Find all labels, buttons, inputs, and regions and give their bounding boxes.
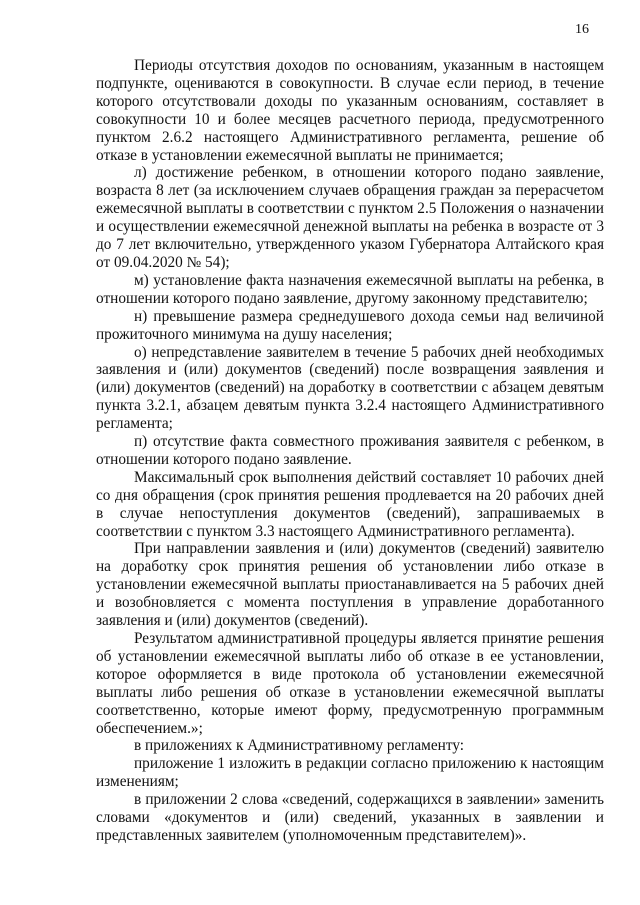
paragraph-procedure-result: Результатом административной процедуры является принятие решения об установлении ежемесячной выплаты либо об отказе в ее установлении, которое оформляется в виде протокола об установлении ежемесячной выплаты либо решения об отказе в установлении ежемесячной выплаты соответственно, которые имеют форму, предусмотренную программным обеспечением.»; <box>96 630 604 737</box>
document-body <box>96 57 604 845</box>
paragraph-max-term: Максимальный срок выполнения действий составляет 10 рабочих дней со дня обращения (срок принятия решения продлевается на 20 рабочих дней в случае непоступления документов (сведений), запрашиваемых в соответствии с пунктом 3.3 настоящего Административного регламента). <box>96 468 604 540</box>
paragraph-item-l: л) достижение ребенком, в отношении которого подано заявление, возраста 8 лет (за исключением случаев обращения граждан за перерасчетом ежемесячной выплаты в соответствии с пунктом 2.5 Положения о назначении и осуществлении ежемесячной денежной выплаты на ребенка в возрасте от 3 до 7 лет включительно, утвержденного указом Губернатора Алтайского края от 09.04.2020 № 54); <box>96 164 604 271</box>
paragraph-appendices-intro: в приложениях к Административному регламенту: <box>134 737 465 755</box>
paragraph-item-n: н) превышение размера среднедушевого дохода семьи над величиной прожиточного минимума на душу населения; <box>96 307 604 343</box>
page-number: 16 <box>575 22 589 37</box>
paragraph-item-p: п) отсутствие факта совместного проживания заявителя с ребенком, в отношении которого подано заявление. <box>96 433 604 468</box>
paragraph-item-m: м) установление факта назначения ежемесячной выплаты на ребенка, в отношении которого подано заявление, другому законному представителю; <box>96 271 604 307</box>
paragraph-rework-suspension: При направлении заявления и (или) документов (сведений) заявителю на доработку срок принятия решения об установлении либо отказе в установлении ежемесячной выплаты приостанавливается на 5 рабочих дней и возобновляется с момента поступления в управление доработанного заявления и (или) документов (сведений). <box>96 540 604 630</box>
paragraph-income-periods: Периоды отсутствия доходов по основаниям, указанным в настоящем подпункте, оцениваются в совокупности. В случае если период, в течение которого отсутствовали доходы по указанным основаниям, составляет в совокупности 10 и более месяцев расчетного периода, предусмотренного пунктом 2.6.2 настоящего Административного регламента, решение об отказе в установлении ежемесячной выплаты не принимается; <box>96 57 604 164</box>
paragraph-appendix-1: приложение 1 изложить в редакции согласно приложению к настоящим изменениям; <box>96 755 604 791</box>
paragraph-appendix-2: в приложении 2 слова «сведений, содержащихся в заявлении» заменить словами «документов и (или) сведений, указанных в заявлении и представленных заявителем (уполномоченным представителем)». <box>96 791 604 844</box>
paragraph-item-o: о) непредставление заявителем в течение 5 рабочих дней необходимых заявления и (или) документов (сведений) после возвращения заявления и (или) документов (сведений) на доработку в соответствии с абзацем девятым пункта 3.2.1, абзацем девятым пункта 3.2.4 настоящего Административного регламента; <box>96 343 604 433</box>
